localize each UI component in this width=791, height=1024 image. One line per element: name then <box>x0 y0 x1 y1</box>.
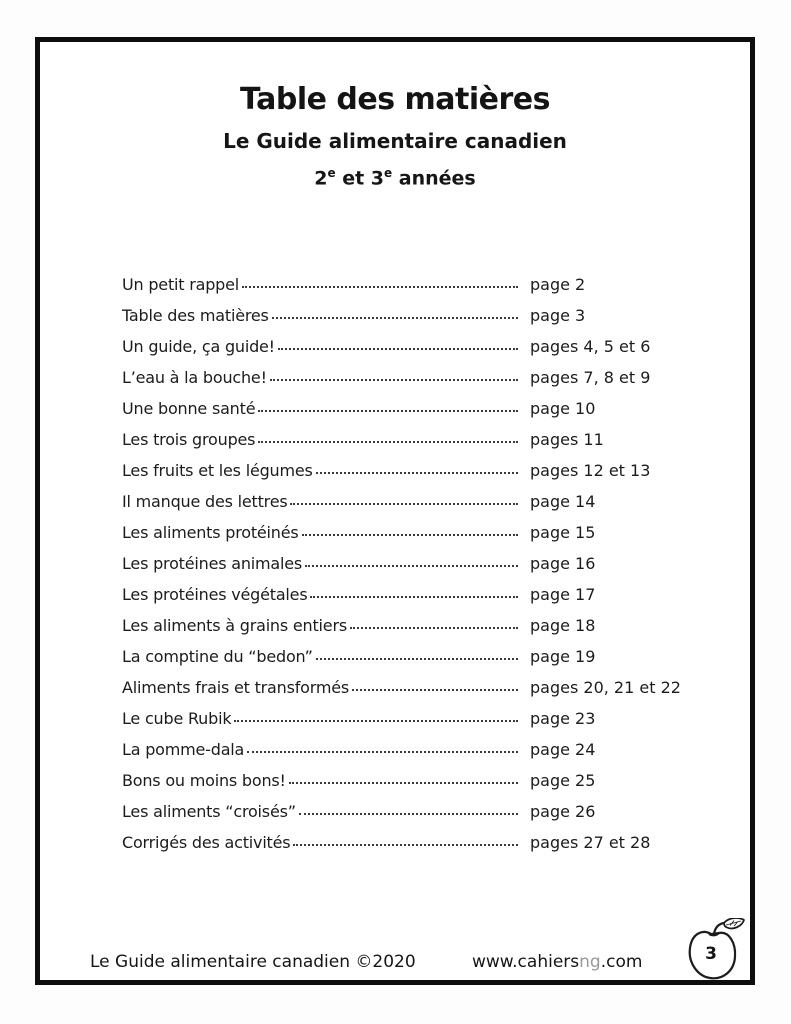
toc-dot-leader <box>316 472 518 474</box>
toc-entry-title: Bons ou moins bons! <box>122 771 286 791</box>
toc-entry <box>122 399 742 430</box>
toc-entry-title: Un guide, ça guide! <box>122 337 275 357</box>
toc-entry-title: Un petit rappel <box>122 275 240 295</box>
toc-dot-leader <box>299 813 518 815</box>
toc-dot-leader <box>316 658 518 660</box>
toc-entry-title: Les aliments à grains entiers <box>122 616 347 636</box>
toc-page-label: pages 4, 5 et 6 <box>530 337 651 357</box>
toc-entry <box>122 554 742 585</box>
toc-entry <box>122 585 742 616</box>
toc-entry <box>122 709 742 740</box>
toc-list <box>122 275 742 864</box>
toc-page-label: pages 20, 21 et 22 <box>530 678 681 698</box>
toc-dot-leader <box>310 596 518 598</box>
toc-page-label: page 3 <box>530 306 586 326</box>
toc-entry-title: Les protéines végétales <box>122 585 308 605</box>
toc-dot-leader <box>278 348 518 350</box>
toc-page-label: pages 11 <box>530 430 604 450</box>
toc-page-label: pages 12 et 13 <box>530 461 651 481</box>
footer-copyright: Le Guide alimentaire canadien ©2020 <box>90 952 416 972</box>
toc-entry <box>122 492 742 523</box>
toc-page-label: page 24 <box>530 740 596 760</box>
toc-entry-title: Table des matières <box>122 306 269 326</box>
toc-entry-title: Aliments frais et transformés <box>122 678 350 698</box>
toc-page-label: page 2 <box>530 275 586 295</box>
toc-dot-leader <box>234 720 518 722</box>
page-sheet <box>35 37 755 985</box>
toc-entry <box>122 647 742 678</box>
toc-dot-leader <box>258 410 518 412</box>
toc-dot-leader <box>242 286 518 288</box>
toc-entry <box>122 523 742 554</box>
toc-page-label: page 10 <box>530 399 596 419</box>
toc-entry-title: Corrigés des activités <box>122 833 291 853</box>
toc-entry <box>122 337 742 368</box>
toc-entry <box>122 368 742 399</box>
apple-icon <box>685 918 747 982</box>
toc-page-label: page 19 <box>530 647 596 667</box>
toc-entry-title: Les trois groupes <box>122 430 256 450</box>
toc-dot-leader <box>350 627 518 629</box>
toc-page-label: page 25 <box>530 771 596 791</box>
toc-entry-title: Une bonne santé <box>122 399 256 419</box>
toc-entry-title: Les aliments “croisés” <box>122 802 296 822</box>
toc-dot-leader <box>270 379 518 381</box>
toc-dot-leader <box>293 844 518 846</box>
toc-entry <box>122 430 742 461</box>
toc-entry-title: Les fruits et les légumes <box>122 461 313 481</box>
toc-page-label: page 17 <box>530 585 596 605</box>
grade-line: 2e et 3e années <box>314 166 476 190</box>
toc-page-label: page 18 <box>530 616 596 636</box>
toc-dot-leader <box>352 689 518 691</box>
toc-page-label: page 16 <box>530 554 596 574</box>
toc-entry <box>122 771 742 802</box>
toc-dot-leader <box>305 565 518 567</box>
toc-entry-title: Le cube Rubik <box>122 709 232 729</box>
toc-entry-title: La comptine du “bedon” <box>122 647 313 667</box>
toc-entry-title: La pomme-dala <box>122 740 245 760</box>
toc-entry <box>122 802 742 833</box>
toc-page-label: pages 27 et 28 <box>530 833 651 853</box>
toc-entry <box>122 740 742 771</box>
toc-entry <box>122 678 742 709</box>
title-block <box>40 82 750 189</box>
doc-subtitle: Le Guide alimentaire canadien <box>223 129 567 153</box>
toc-dot-leader <box>290 503 518 505</box>
toc-dot-leader <box>289 782 518 784</box>
toc-entry <box>122 616 742 647</box>
toc-entry <box>122 461 742 492</box>
page-title: Table des matières <box>240 82 550 117</box>
toc-page-label: pages 7, 8 et 9 <box>530 368 651 388</box>
toc-page-label: page 23 <box>530 709 596 729</box>
toc-dot-leader <box>258 441 518 443</box>
toc-dot-leader <box>272 317 518 319</box>
toc-entry-title: Les aliments protéinés <box>122 523 299 543</box>
toc-entry-title: Les protéines animales <box>122 554 303 574</box>
toc-entry <box>122 833 742 864</box>
toc-page-label: page 14 <box>530 492 596 512</box>
toc-page-label: page 26 <box>530 802 596 822</box>
toc-entry-title: Il manque des lettres <box>122 492 288 512</box>
toc-dot-leader <box>247 751 518 753</box>
page-number: 3 <box>705 944 717 964</box>
toc-entry <box>122 275 742 306</box>
footer-website: www.cahiersng.com <box>472 952 643 972</box>
toc-entry <box>122 306 742 337</box>
toc-page-label: page 15 <box>530 523 596 543</box>
toc-dot-leader <box>302 534 518 536</box>
toc-entry-title: L’eau à la bouche! <box>122 368 267 388</box>
